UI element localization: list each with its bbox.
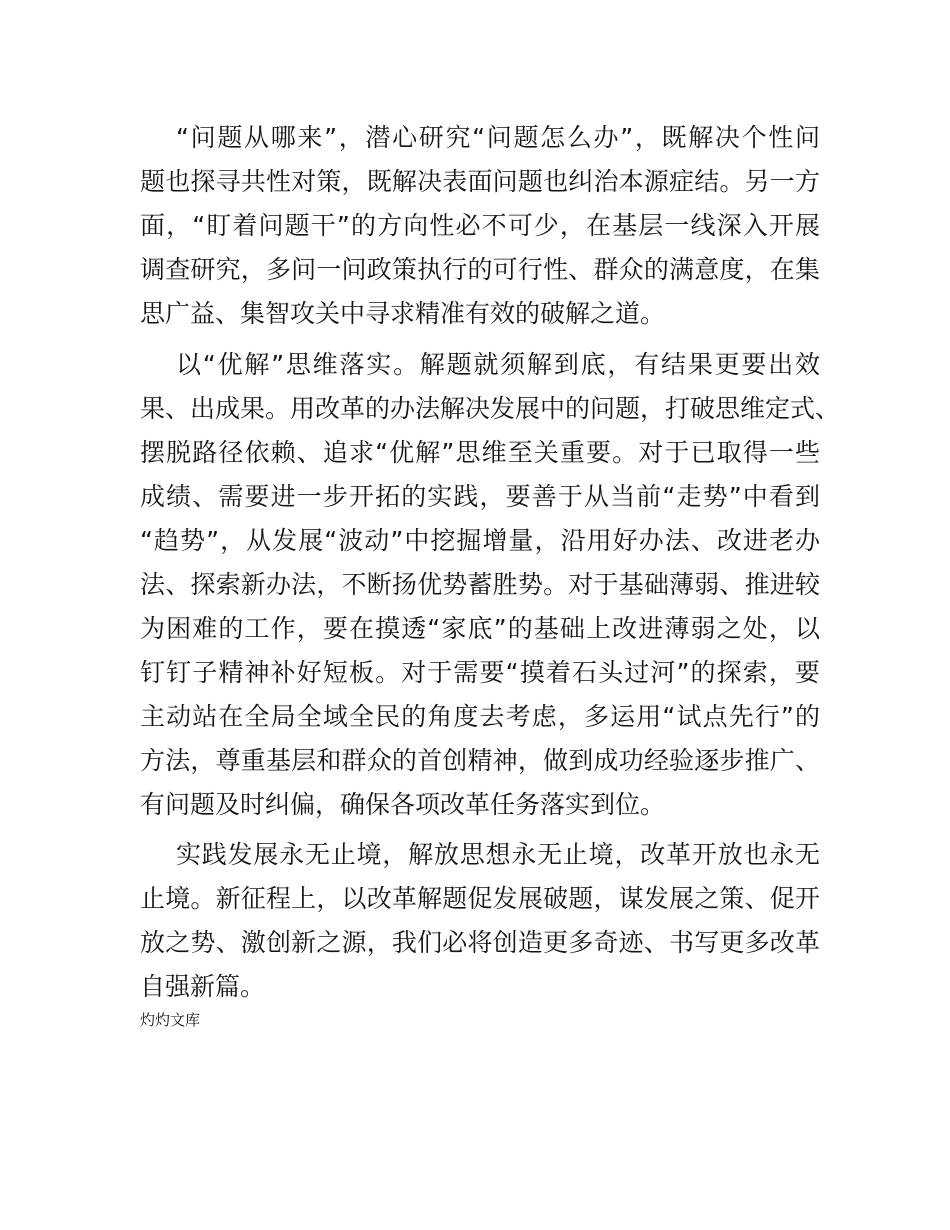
paragraph-2-line: 成绩、需要进一步开拓的实践，要善于从当前“走势”中看到 xyxy=(140,482,820,511)
paragraph-2-line: 摆脱路径依赖、追求“优解”思维至关重要。对于已取得一些 xyxy=(140,438,820,467)
paragraph-2-line: 法、探索新办法，不断扬优势蓄胜势。对于基础薄弱、推进较 xyxy=(140,570,820,599)
paragraph-3-line: 自强新篇。 xyxy=(140,972,266,1001)
paragraph-2-line: 钉钉子精神补好短板。对于需要“摸着石头过河”的探索，要 xyxy=(140,658,820,687)
paragraph-1-line: “问题从哪来”，潜心研究“问题怎么办”，既解决个性问 xyxy=(176,123,820,152)
source-label: 灼灼文库 xyxy=(140,1011,201,1029)
paragraph-1-line: 题也探寻共性对策，既解决表面问题也纠治本源症结。另一方 xyxy=(140,167,820,196)
paragraph-2-line: 有问题及时纠偏，确保各项改革任务落实到位。 xyxy=(140,790,666,819)
paragraph-2-line: 为困难的工作，要在摸透“家底”的基础上改进薄弱之处，以 xyxy=(140,614,820,643)
paragraph-2-line: “趋势”，从发展“波动”中挖掘增量，沿用好办法、改进老办 xyxy=(140,526,820,555)
paragraph-3-line: 止境。新征程上，以改革解题促发展破题，谋发展之策、促开 xyxy=(140,884,820,913)
paragraph-2-line: 主动站在全局全域全民的角度去考虑，多运用“试点先行”的 xyxy=(140,702,820,731)
paragraph-2-line: 以“优解”思维落实。解题就须解到底，有结果更要出效 xyxy=(176,350,820,379)
paragraph-2-line: 果、出成果。用改革的办法解决发展中的问题，打破思维定式、 xyxy=(140,394,841,423)
paragraph-1-line: 调查研究，多问一问政策执行的可行性、群众的满意度，在集 xyxy=(140,255,820,284)
paragraph-3-line: 放之势、激创新之源，我们必将创造更多奇迹、书写更多改革 xyxy=(140,928,820,957)
paragraph-2-line: 方法，尊重基层和群众的首创精神，做到成功经验逐步推广、 xyxy=(140,746,820,775)
paragraph-1-line: 思广益、集智攻关中寻求精准有效的破解之道。 xyxy=(140,299,666,328)
paragraph-3-line: 实践发展永无止境，解放思想永无止境，改革开放也永无 xyxy=(176,840,820,869)
paragraph-1-line: 面，“盯着问题干”的方向性必不可少，在基层一线深入开展 xyxy=(140,211,820,240)
